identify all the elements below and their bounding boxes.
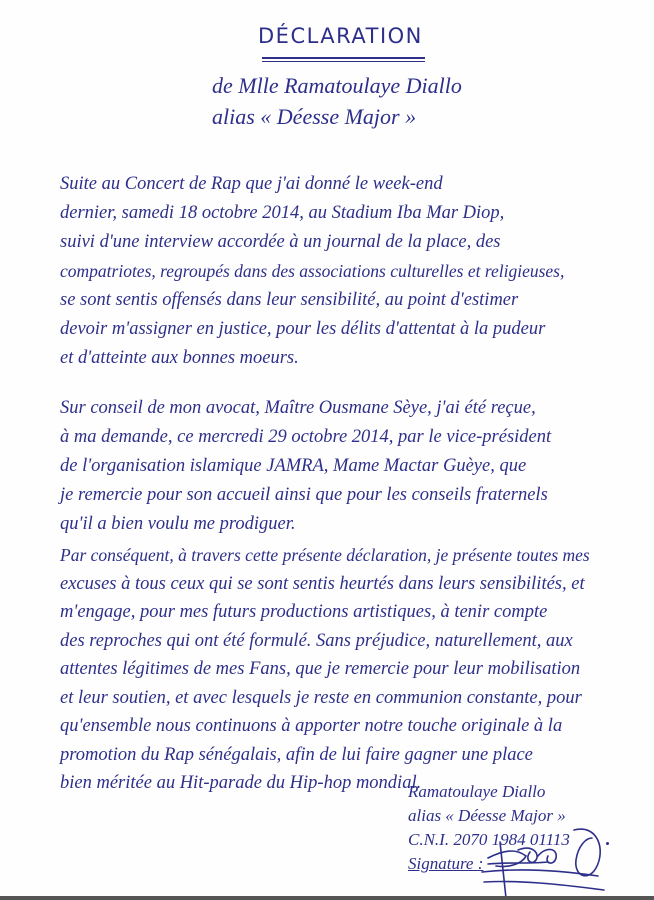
title-underline bbox=[262, 57, 425, 62]
subtitle-alias: alias « Déesse Major » bbox=[212, 104, 417, 129]
document-title: DÉCLARATION bbox=[258, 24, 423, 48]
paragraph-line: Sur conseil de mon avocat, Maître Ousmane Sèye, j'ai été reçue, bbox=[60, 398, 536, 418]
paragraph-line: bien méritée au Hit-parade du Hip-hop mondial. bbox=[60, 773, 422, 793]
paragraph-line: devoir m'assigner en justice, pour les délits d'attentat à la pudeur bbox=[60, 319, 546, 339]
paragraph-2 bbox=[60, 394, 650, 539]
ink-dot bbox=[606, 842, 609, 845]
paragraph-line: m'engage, pour mes futurs productions artistiques, à tenir compte bbox=[60, 602, 548, 622]
signer-name: Ramatoulaye Diallo bbox=[408, 782, 546, 801]
paragraph-line: Par conséquent, à travers cette présente déclaration, je présente toutes mes bbox=[60, 545, 590, 565]
paragraph-line: qu'il a bien voulu me prodiguer. bbox=[60, 514, 296, 534]
paragraph-line: suivi d'une interview accordée à un journal de la place, des bbox=[60, 232, 501, 252]
paragraph-line: de l'organisation islamique JAMRA, Mame Mactar Guèye, que bbox=[60, 456, 527, 476]
paragraph-line: compatriotes, regroupés dans des associations culturelles et religieuses, bbox=[60, 261, 565, 281]
paragraph-line: se sont sentis offensés dans leur sensibilité, au point d'estimer bbox=[60, 290, 519, 310]
paragraph-line: et leur soutien, et avec lesquels je reste en communion constante, pour bbox=[60, 687, 582, 708]
handwritten-signature-icon bbox=[478, 820, 608, 900]
signature-label: Signature : bbox=[408, 854, 484, 873]
paragraph-line: des reproches qui ont été formulé. Sans préjudice, naturellement, aux bbox=[60, 630, 573, 651]
paragraph-line: qu'ensemble nous continuons à apporter notre touche originale à la bbox=[60, 716, 563, 736]
signer-alias: alias « Déesse Major » bbox=[408, 806, 566, 825]
paragraph-line: je remercie pour son accueil ainsi que pour les conseils fraternels bbox=[60, 485, 548, 505]
page-bottom-edge bbox=[0, 896, 654, 900]
paragraph-line: Suite au Concert de Rap que j'ai donné le week-end bbox=[60, 174, 443, 194]
paragraph-1 bbox=[60, 170, 650, 373]
paragraph-line: et d'atteinte aux bonnes moeurs. bbox=[60, 348, 299, 368]
paragraph-line: excuses à tous ceux qui se sont sentis heurtés dans leurs sensibilités, et bbox=[60, 573, 585, 594]
paragraph-line: promotion du Rap sénégalais, afin de lui faire gagner une place bbox=[60, 744, 533, 765]
signer-id-number: C.N.I. 2070 1984 01113 bbox=[408, 830, 570, 849]
paragraph-line: dernier, samedi 18 octobre 2014, au Stadium Iba Mar Diop, bbox=[60, 203, 505, 223]
paragraph-3 bbox=[60, 541, 650, 798]
paragraph-line: attentes légitimes de mes Fans, que je remercie pour leur mobilisation bbox=[60, 659, 581, 679]
subtitle-author: de Mlle Ramatoulaye Diallo bbox=[212, 73, 462, 98]
paragraph-line: à ma demande, ce mercredi 29 octobre 2014, par le vice-président bbox=[60, 427, 552, 447]
